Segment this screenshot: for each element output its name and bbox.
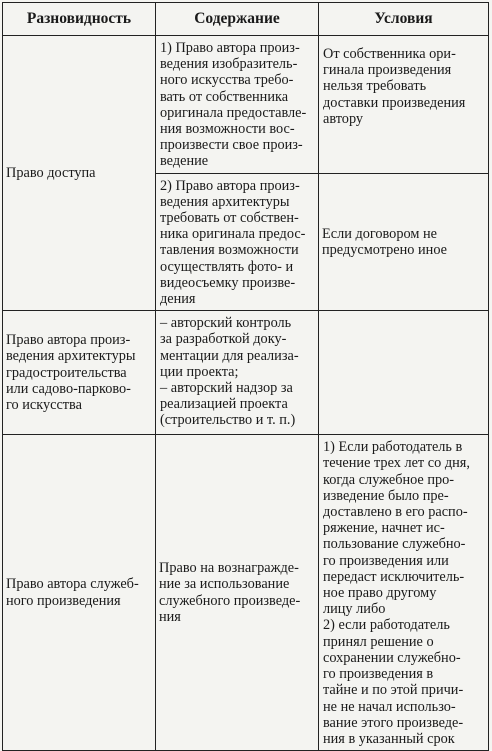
access-content-2-cell bbox=[156, 173, 319, 311]
header-content-label: Содержание bbox=[194, 10, 280, 27]
access-content-1-cell bbox=[156, 36, 319, 174]
table-row bbox=[3, 311, 489, 435]
service-condition-text: 1) Если работодатель в течение трех лет со дня, когда служебное про- изведение было пре- доставлено в его распо- ряжение, начнет ис- пользование служебно- го произведения или передаст исключитель- ное право другому лицу либо 2) если работодатель принял решение о сохранении служебно- го произведения в тайне и по этой причи- не не начал использо- вание этого произведе- ния в указанный срок bbox=[323, 439, 470, 747]
architecture-content-text: – авторский контроль за разработкой доку- ментации для реализа- ции проекта; – авторский надзор за реализацией проекта (строительство и т. п.) bbox=[160, 315, 299, 429]
access-condition-1-cell bbox=[319, 36, 489, 174]
service-content-cell bbox=[156, 435, 319, 751]
rights-table bbox=[2, 2, 489, 751]
architecture-kind-cell bbox=[3, 311, 156, 435]
header-row bbox=[3, 3, 489, 36]
access-content-2-text: 2) Право автора произ- ведения архитектуры требовать от собствен- ника оригинала предос- тавления возможности осуществлять фото- и видеосъемку произве- дения bbox=[160, 177, 306, 308]
architecture-condition-cell bbox=[319, 311, 489, 435]
access-condition-1-text: От собственника ори- гинала произведения нельзя требовать доставки произведения автору bbox=[323, 46, 466, 127]
service-condition-cell bbox=[319, 435, 489, 751]
architecture-content-cell bbox=[156, 311, 319, 435]
access-condition-2-cell bbox=[319, 173, 489, 311]
header-conditions-label: Условия bbox=[374, 10, 433, 27]
table-row bbox=[3, 435, 489, 751]
access-kind-text: Право доступа bbox=[6, 165, 96, 182]
header-kind-label: Разновидность bbox=[26, 10, 132, 27]
architecture-condition-text bbox=[319, 311, 488, 318]
rights-table-page bbox=[2, 2, 488, 747]
header-content bbox=[156, 3, 319, 36]
header-kind bbox=[3, 3, 156, 36]
table-row bbox=[3, 36, 489, 174]
access-kind-cell bbox=[3, 36, 156, 311]
access-condition-2-text: Если договором не предусмотрено иное bbox=[322, 225, 447, 258]
access-content-1-text: 1) Право автора произ- ведения изобразитель- ного искусства требо- вать от собственника оригинала предоставле- ния возможности вос- произвести свое произ- ведение bbox=[160, 40, 307, 170]
header-conditions bbox=[319, 3, 489, 36]
service-content-text: Право на вознагражде- ние за использование служебного произведе- ния bbox=[159, 560, 301, 625]
architecture-kind-text: Право автора произ- ведения архитектуры градостроительства или садово-парково- го искусства bbox=[6, 332, 136, 414]
service-kind-text: Право автора служеб- ного произведения bbox=[6, 576, 139, 609]
service-kind-cell bbox=[3, 435, 156, 751]
